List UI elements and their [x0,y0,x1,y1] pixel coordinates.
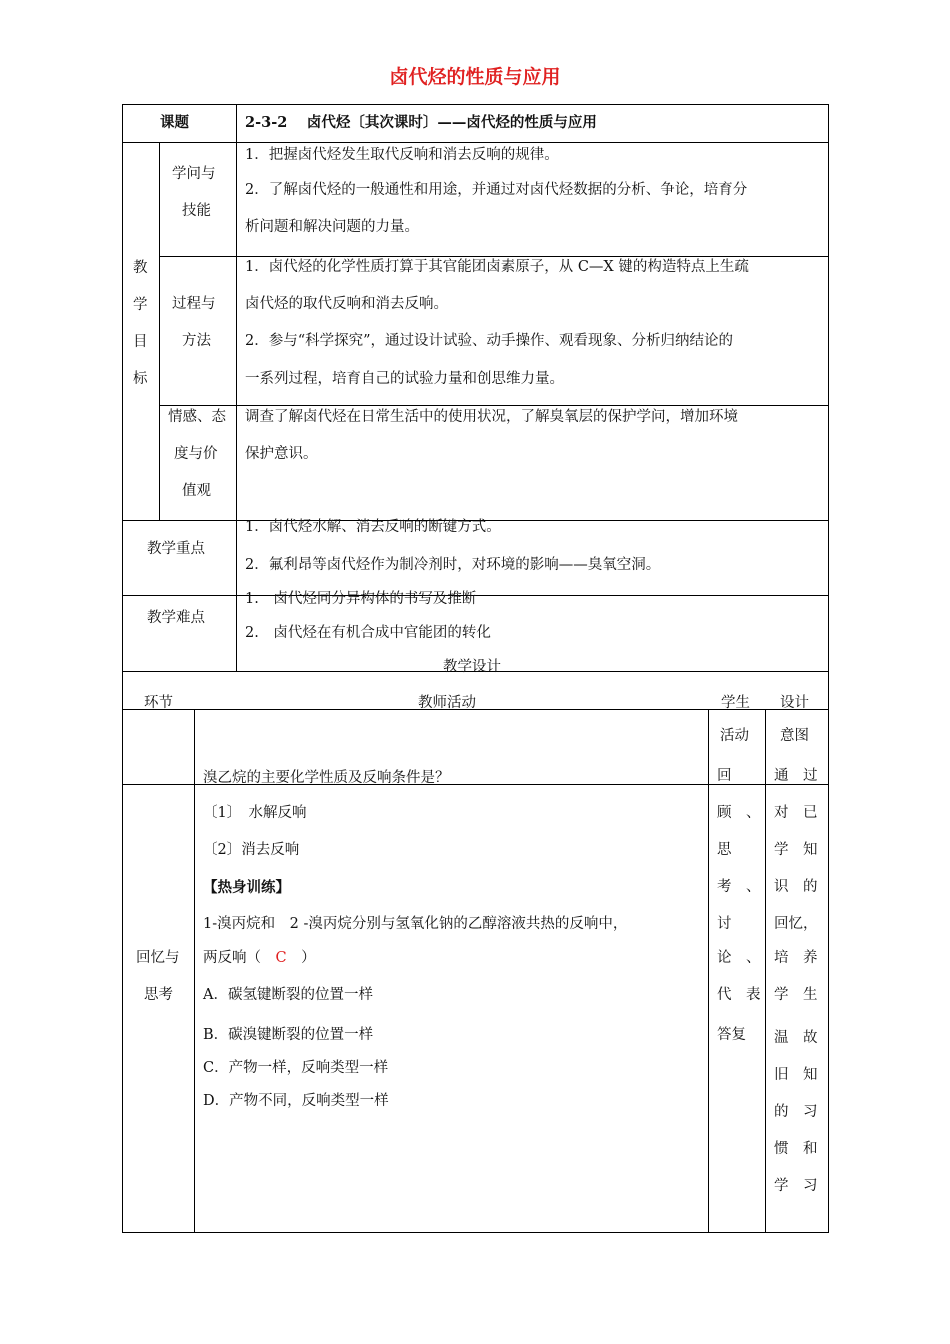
student-activity-line: 思 [717,842,732,858]
drill-answer: C [275,950,287,966]
goals-label-char: 目 [133,334,148,350]
design-intent-line: 识 的 [774,879,818,895]
design-intent-line: 回忆， [774,916,818,932]
key-point-line: 2．氟利昂等卤代烃作为制冷剂时，对环境的影响——臭氧空洞。 [245,557,661,573]
column-stage: 环节 [144,695,173,711]
goal-attitude-label-line: 情感、态 [168,409,226,425]
goal-process-line: 1．卤代烃的化学性质打算于其官能团卤素原子，从 C—X 键的构造特点上生疏 [245,259,749,275]
design-intent-line: 培 养 [774,950,818,966]
key-points-label: 教学重点 [147,541,205,557]
design-intent-line: 对 已 [774,805,818,821]
student-activity-line: 回 [717,768,732,784]
design-intent-line: 学 知 [774,842,818,858]
review-answer: 〔2〕消去反响 [203,842,300,858]
drill-question-line: 1-溴丙烷和 2 -溴丙烷分别与氢氧化钠的乙醇溶液共热的反响中， [203,916,628,932]
goal-process-line: 一系列过程，培育自己的试验力量和创思维力量。 [245,371,564,387]
goal-process-line: 卤代烃的取代反响和消去反响。 [245,296,448,312]
drill-title: 【热身训练】 [203,879,290,896]
column-teacher: 教师活动 [418,695,476,711]
column-intent: 设计 [780,695,809,711]
goal-attitude-label-line: 度与价 [174,446,218,462]
key-point-line: 1．卤代烃水解、消去反响的断键方式。 [245,519,501,535]
goals-label-char: 标 [133,371,148,387]
goal-process-line: 2．参与“科学探究”，通过设计试验、动手操作、观看现象、分析归纳结论的 [245,333,734,349]
goals-label-char: 教 [133,260,148,276]
page-title: 卤代烃的性质与应用 [389,66,561,88]
goal-knowledge-label-line: 技能 [182,203,211,219]
drill-question-line [203,940,316,977]
student-activity-line: 答复 [717,1027,746,1043]
column-student: 学生 [721,695,750,711]
goal-knowledge-line: 1．把握卤代烃发生取代反响和消去反响的规律。 [245,147,559,163]
drill-option: D．产物不同，反响类型一样 [203,1093,389,1109]
design-intent-line: 惯 和 [774,1141,818,1157]
review-stage-line: 思考 [144,987,173,1003]
goal-process-label-line: 方法 [182,333,211,349]
header-label: 课题 [160,114,189,131]
review-stage-line: 回忆与 [136,950,180,966]
design-intent-line: 学 生 [774,987,818,1003]
design-intent-line: 意图 [780,728,809,744]
student-activity-line: 讨 [717,916,732,932]
design-intent-line: 通 过 [774,768,818,784]
design-intent-line: 学 习 [774,1178,818,1194]
review-answer: 〔1〕 水解反响 [203,805,307,821]
design-intent-line: 温 故 [774,1030,818,1046]
goal-knowledge-line: 2．了解卤代烃的一般通性和用途，并通过对卤代烃数据的分析、争论，培育分 [245,182,748,198]
header-value: 2-3-2 卤代烃〔其次课时〕——卤代烃的性质与应用 [245,114,597,131]
goal-attitude-line: 保护意识。 [245,446,318,462]
difficulties-label: 教学难点 [147,610,205,626]
difficulty-line: 1. 卤代烃同分异构体的书写及推断 [245,591,477,607]
design-intent-line: 旧 知 [774,1067,818,1083]
goal-knowledge-label-line: 学问与 [172,166,216,182]
student-activity-line: 论 、 [717,950,761,966]
difficulty-line: 2. 卤代烃在有机合成中官能团的转化 [245,625,491,641]
drill-option: B．碳溴键断裂的位置一样 [203,1027,374,1043]
student-activity-line: 活动 [720,728,749,744]
drill-option: A．碳氢键断裂的位置一样 [203,987,373,1003]
student-activity-line: 考 、 [717,879,761,895]
drill-question-suffix: ） [286,950,316,966]
goal-attitude-line: 调查了解卤代烃在日常生活中的使用状况，了解臭氧层的保护学问，增加环境 [245,409,738,425]
student-activity-line: 代 表 [717,987,761,1003]
student-activity-line: 顾 、 [717,805,761,821]
design-intent-line: 的 习 [774,1104,818,1120]
drill-question-prefix: 两反响（ [203,950,261,966]
review-question: 溴乙烷的主要化学性质及反响条件是？ [203,770,450,786]
design-heading: 教学设计 [443,659,501,675]
goal-process-label-line: 过程与 [172,296,216,312]
goal-knowledge-line: 析问题和解决问题的力量。 [245,219,419,235]
goal-attitude-label-line: 值观 [182,483,211,499]
goals-label-char: 学 [133,297,148,313]
drill-option: C．产物一样，反响类型一样 [203,1060,389,1076]
